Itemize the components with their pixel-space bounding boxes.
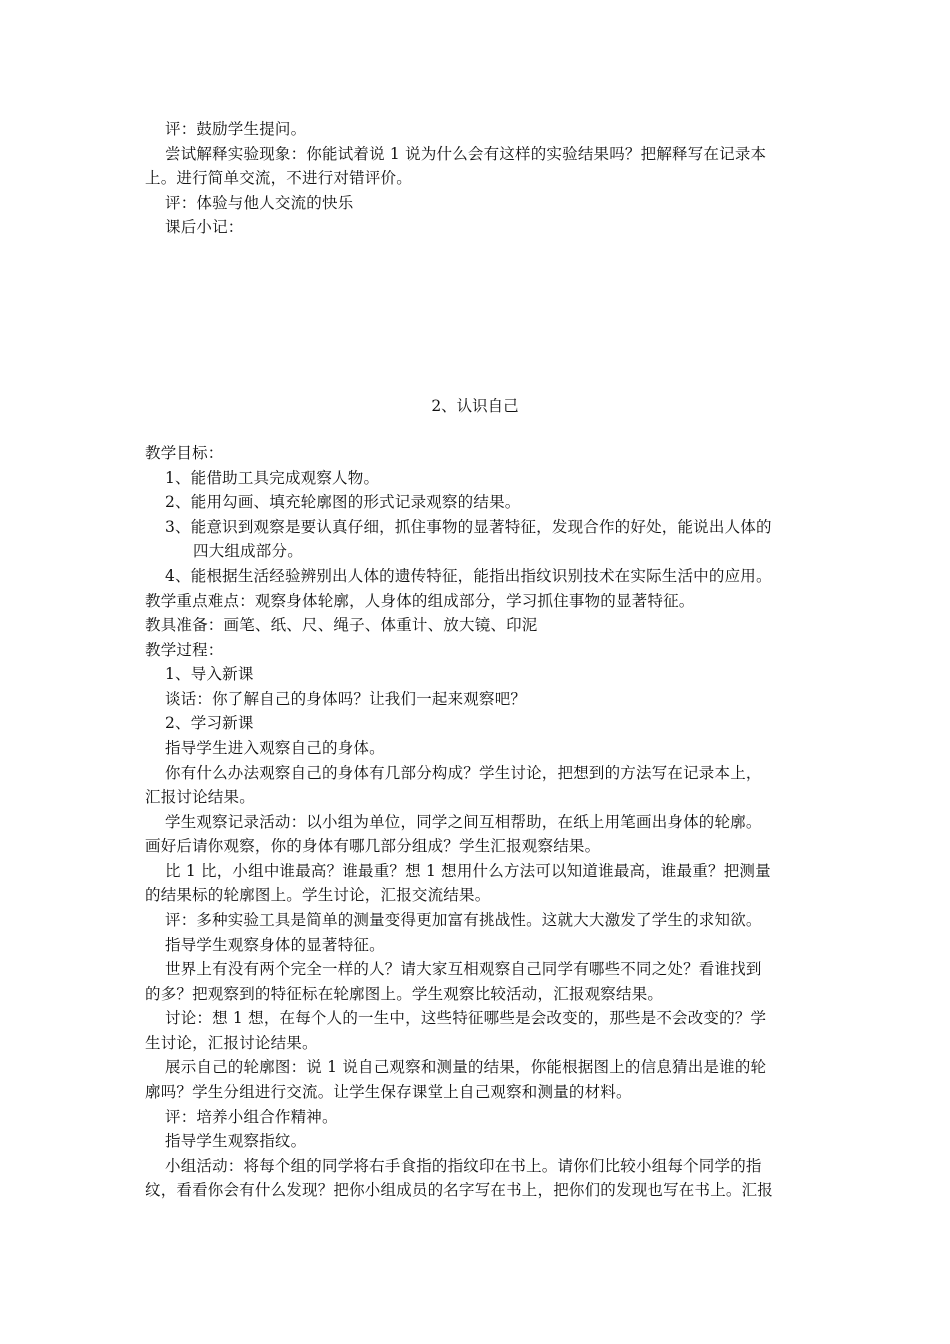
process-line: 2、学习新课 (165, 714, 254, 732)
process-line: 指导学生进入观察自己的身体。 (165, 739, 385, 757)
objective-item: 3、能意识到观察是要认真仔细，抓住事物的显著特征，发现合作的好处，能说出人体的 (165, 518, 772, 536)
process-line: 汇报讨论结果。 (145, 788, 255, 806)
objective-item: 2、能用勾画、填充轮廓图的形式记录观察的结果。 (165, 493, 521, 511)
process-line: 的多？把观察到的特征标在轮廓图上。学生观察比较活动，汇报观察结果。 (145, 985, 664, 1003)
after-class-notes-label: 课后小记： (165, 218, 244, 236)
process-line: 廓吗？学生分组进行交流。让学生保存课堂上自己观察和测量的材料。 (145, 1083, 632, 1101)
comment-line: 评：体验与他人交流的快乐 (165, 194, 354, 212)
objectives-heading: 教学目标： (145, 444, 224, 462)
process-line: 生讨论，汇报讨论结果。 (145, 1034, 318, 1052)
process-line: 讨论：想 1 想，在每个人的一生中，这些特征哪些是会改变的，那些是不会改变的？学 (165, 1009, 767, 1027)
process-line: 的结果标的轮廓图上。学生讨论，汇报交流结果。 (145, 886, 491, 904)
key-points: 教学重点难点：观察身体轮廓，人身体的组成部分，学习抓住事物的显著特征。 (145, 592, 695, 610)
objective-item-continued: 四大组成部分。 (193, 542, 303, 560)
process-line: 你有什么办法观察自己的身体有几部分构成？学生讨论，把想到的方法写在记录本上， (165, 764, 762, 782)
objective-item: 4、能根据生活经验辨别出人体的遗传特征，能指出指纹识别技术在实际生活中的应用。 (165, 567, 772, 585)
comment-line: 评：培养小组合作精神。 (165, 1108, 338, 1126)
process-line: 学生观察记录活动：以小组为单位，同学之间互相帮助，在纸上用笔画出身体的轮廓。 (165, 813, 762, 831)
process-line: 指导学生观察指纹。 (165, 1132, 307, 1150)
process-line: 纹，看看你会有什么发现？把你小组成员的名字写在书上，把你们的发现也写在书上。汇报 (145, 1181, 774, 1199)
objective-item: 1、能借助工具完成观察人物。 (165, 469, 380, 487)
process-line: 谈话：你了解自己的身体吗？让我们一起来观察吧？ (165, 690, 527, 708)
comment-line: 评：鼓励学生提问。 (165, 120, 307, 138)
process-line: 画好后请你观察，你的身体有哪几部分组成？学生汇报观察结果。 (145, 837, 601, 855)
process-line: 小组活动：将每个组的同学将右手食指的指纹印在书上。请你们比较小组每个同学的指 (165, 1157, 762, 1175)
process-heading: 教学过程： (145, 641, 224, 659)
process-line: 世界上有没有两个完全一样的人？请大家互相观察自己同学有哪些不同之处？看谁找到 (165, 960, 762, 978)
paragraph-line: 尝试解释实验现象：你能试着说 1 说为什么会有这样的实验结果吗？把解释写在记录本 (165, 145, 767, 163)
paragraph-line: 上。进行简单交流，不进行对错评价。 (145, 169, 412, 187)
process-line: 指导学生观察身体的显著特征。 (165, 936, 385, 954)
process-line: 比 1 比，小组中谁最高？谁最重？想 1 想用什么方法可以知道谁最高，谁最重？把测量 (165, 862, 771, 880)
materials: 教具准备：画笔、纸、尺、绳子、体重计、放大镜、印泥 (145, 616, 538, 634)
process-line: 展示自己的轮廓图：说 1 说自己观察和测量的结果，你能根据图上的信息猜出是谁的轮 (165, 1058, 767, 1076)
comment-line: 评：多种实验工具是简单的测量变得更加富有挑战性。这就大大激发了学生的求知欲。 (165, 911, 762, 929)
lesson-title: 2、认识自己 (431, 397, 519, 415)
process-line: 1、导入新课 (165, 665, 254, 683)
